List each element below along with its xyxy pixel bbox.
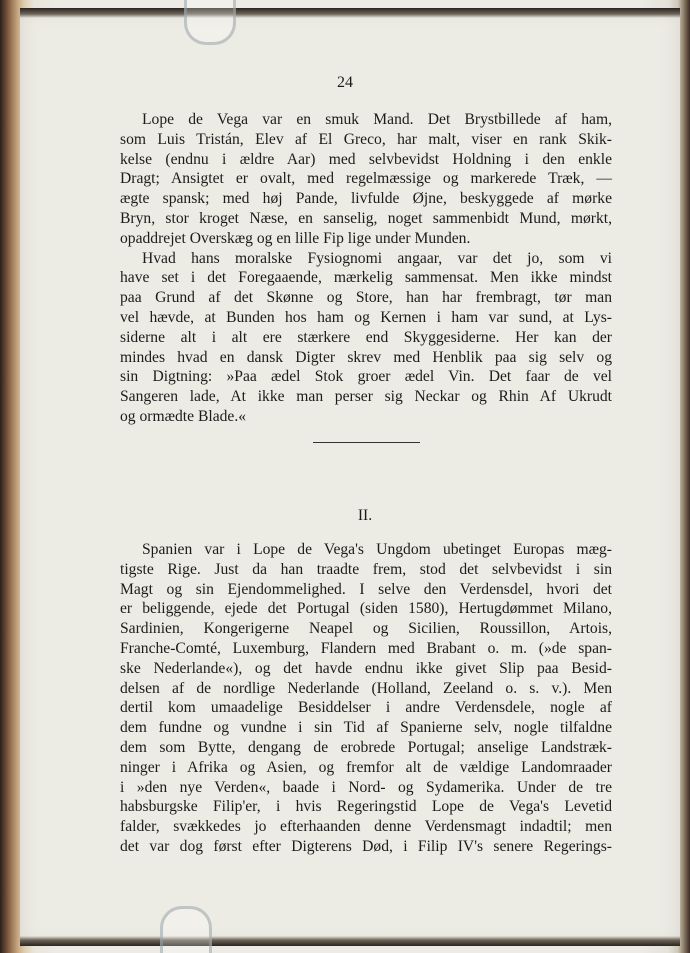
- text-line: Lope de Vega var en smuk Mand. Det Brystbillede af ham,: [142, 111, 612, 128]
- text-line: Sangeren lade, At ikke man perser sig Neckar og Rhin Af Ukrudt: [120, 388, 612, 406]
- page-number: 24: [337, 74, 353, 91]
- section-heading: II.: [357, 507, 373, 524]
- text-line: mindes hvad en dansk Digter skrev med Henblik paa sig selv og: [120, 348, 612, 366]
- text-line: dem fundne og vundne i sin Tid af Spanierne selv, nogle tilfaldne: [120, 719, 612, 737]
- text-line: dertil kom umaadelige Besiddelser i andre Verdensdele, nogle af: [120, 699, 612, 717]
- page-bottom-edge: [20, 936, 680, 946]
- text-line: have set i det Foregaaende, mærkelig sammensat. Men ikke mindst: [120, 269, 612, 287]
- text-line: tigste Rige. Just da han traadte frem, stod det selvbevidst i sin: [120, 560, 612, 578]
- text-line: opaddrejet Overskæg og en lille Fip lige under Munden.: [120, 229, 471, 247]
- page-clip-top-icon: [184, 0, 236, 45]
- text-block-bottom: [120, 540, 612, 857]
- text-line: vel hævde, at Bunden hos ham og Kernen i ham var sund, at Lys-: [120, 308, 612, 326]
- text-line: som Luis Tristán, Elev af El Greco, har malt, viser en rank Skik-: [120, 130, 612, 148]
- text-line: og ormædte Blade.«: [120, 407, 247, 425]
- text-line: kelse (endnu i ældre Aar) med selvbevidst Holdning i den enkle: [120, 150, 612, 168]
- text-line: ske Nederlande«), og det havde endnu ikke givet Slip paa Besid-: [120, 659, 612, 677]
- text-line: delsen af de nordlige Nederlande (Holland, Zeeland o. s. v.). Men: [120, 679, 612, 697]
- text-line: Magt og sin Ejendommelighed. I selve den Verdensdel, hvori det: [120, 580, 612, 598]
- text-line: er beliggende, ejede det Portugal (siden 1580), Hertugdømmet Milano,: [120, 600, 612, 618]
- text-line: Hvad hans moralske Fysiognomi angaar, var det jo, som vi: [142, 249, 612, 267]
- text-line: Sardinien, Kongerigerne Neapel og Sicilien, Roussillon, Artois,: [120, 620, 612, 638]
- text-line: paa Grund af det Skønne og Store, han har frembragt, tør man: [120, 289, 612, 307]
- text-line: i »den nye Verden«, baade i Nord- og Sydamerika. Under de tre: [120, 778, 612, 796]
- text-line: Franche-Comté, Luxemburg, Flandern med Brabant o. m. (»de span-: [120, 639, 612, 657]
- text-line: ægte spansk; med høj Pande, livfulde Øjne, beskyggede af mørke: [120, 190, 612, 208]
- page-clip-bottom-icon: [160, 906, 212, 953]
- text-line: siderne alt i alt ere stærkere end Skyggesiderne. Her kan der: [120, 328, 612, 346]
- text-line: sin Digtning: »Paa ædel Stok groer ædel Vin. Det faar de vel: [120, 368, 612, 386]
- text-line: ninger i Afrika og Asien, og fremfor alt de vældige Landomraader: [120, 758, 612, 776]
- text-line: det var dog først efter Digterens Død, i Filip IV's senere Regerings-: [120, 837, 612, 855]
- text-line: Dragt; Ansigtet er ovalt, med regelmæssige og markerede Træk, —: [120, 170, 612, 188]
- text-line: dem som Bytte, dengang de erobrede Portugal; anselige Landstræk-: [120, 738, 612, 756]
- page-top-edge: [20, 8, 680, 18]
- section-divider: [313, 442, 420, 443]
- text-line: falder, svækkedes jo efterhaanden denne Verdensmagt indadtil; men: [120, 818, 612, 836]
- text-line: Spanien var i Lope de Vega's Ungdom ubetinget Europas mæg-: [142, 541, 612, 558]
- text-block-top: [120, 110, 612, 427]
- text-line: Bryn, stor kroget Næse, en sanselig, noget sammenbidt Mund, mørkt,: [120, 209, 612, 227]
- text-line: habsburgske Filip'er, i hvis Regeringstid Lope de Vega's Levetid: [120, 798, 612, 816]
